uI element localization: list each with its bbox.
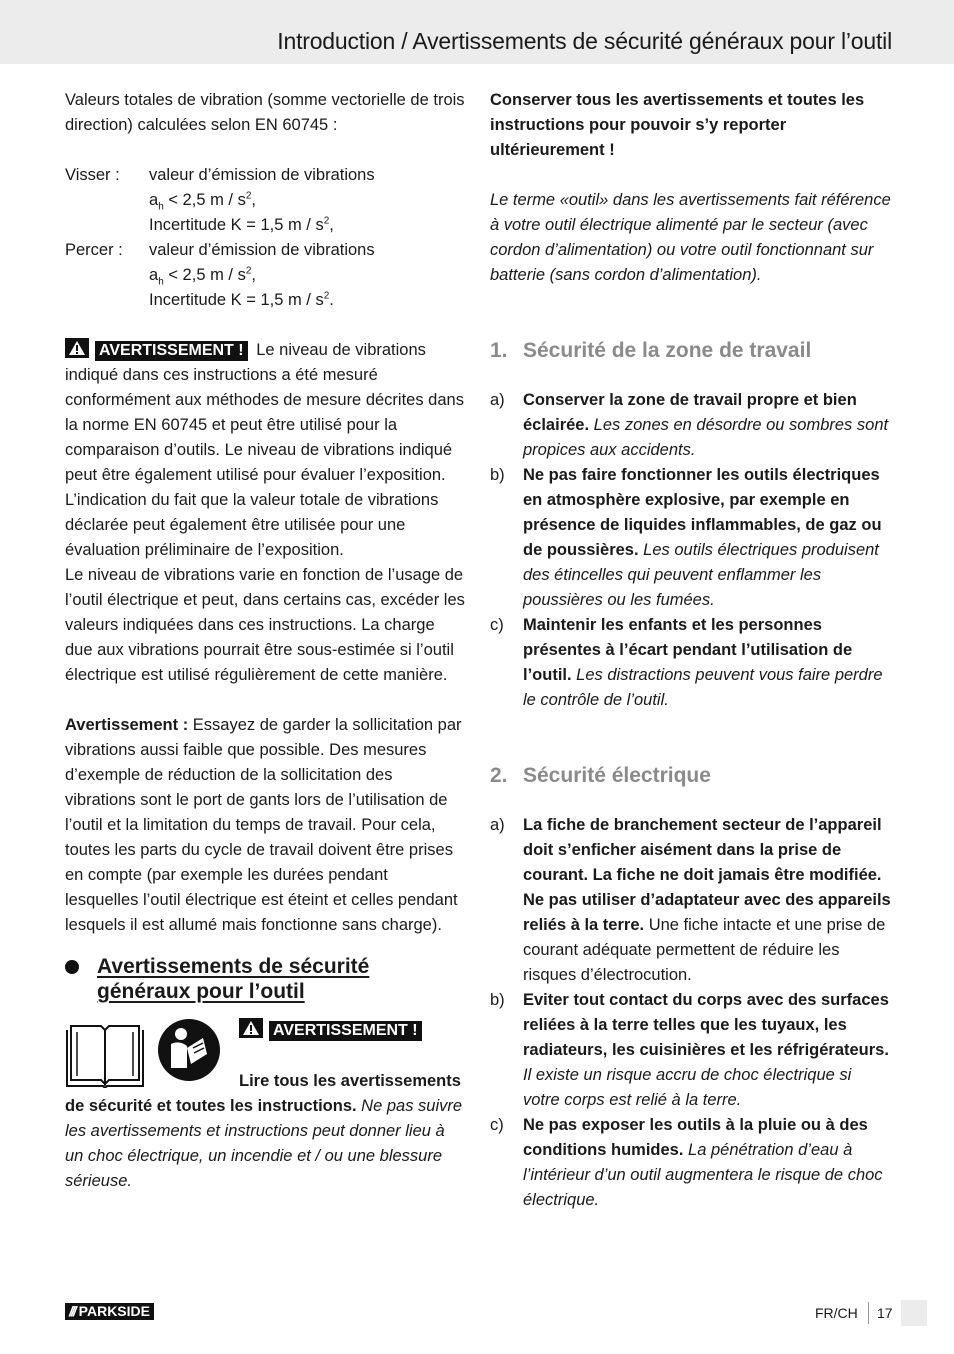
- avertissement-paragraph: [65, 713, 465, 938]
- warning-triangle-icon: [65, 338, 89, 358]
- vibration-block-percer: [65, 238, 465, 313]
- avertissement-label: Avertissement :: [65, 716, 189, 734]
- book-icon: [65, 1022, 145, 1088]
- warning-paragraph: [65, 338, 465, 563]
- vibration-intro: Valeurs totales de vibration (somme vectorielle de trois direction) calculées selon EN 60745 :: [65, 91, 465, 134]
- avertissement-text: Essayez de garder la sollicitation par vibrations aussi faible que possible. Des mesures d’exemple de réduction de la sollicitation des vibrations sont le port de gants lors de l’utilisation de l’outil et la limitation du temps de travail. Pour cela, toutes les parts du cycle de travail doivent être prises en compte (par exemple les durées pendant lesquelles l’outil électrique est éteint et celles pendant lesquels il est allumé mais fonctionne sans charge).: [65, 716, 462, 934]
- warning-badge: AVERTISSEMENT !: [95, 341, 248, 361]
- list-item: c) Ne pas exposer les outils à la pluie ou à des conditions humides. La pénétration d’eau à l’intérieur d’un outil augmentera le risque de choc électrique.: [490, 1116, 883, 1209]
- left-column: [65, 88, 465, 1194]
- warning-text: Le niveau de vibrations indiqué dans ces instructions a été mesuré conformément aux méthodes de mesure décrites dans la norme EN 60745 et peut être utilisé pour la comparaison d’outils. Le niveau de vibrations indiqué peut être également utilisé pour évaluer l’exposition. L’indication du fait que la valeur totale de vibrations déclarée peut également être utilisée pour une évaluation préliminaire de l’exposition.: [65, 341, 464, 559]
- vibration-uncertainty: Incertitude K = 1,5 m / $s^2$.: [149, 290, 334, 309]
- term-definition-text: Le terme «outil» dans les avertissements fait référence à votre outil électrique alimenté par le secteur (avec cordon d’alimentation) ou votre outil fonctionnant sur batterie (sans cordon d’alimentation).: [490, 191, 891, 284]
- page-number: 17: [877, 1305, 893, 1321]
- vibration-label: Visser :: [65, 166, 120, 184]
- section-heading: Avertissements de sécurité généraux pour l’outil: [65, 954, 465, 1004]
- list-item: c) Maintenir les enfants et les personnes présentes à l’écart pendant l’utilisation de l’outil. Les distractions peuvent vous faire perdre le contrôle de l’outil.: [490, 616, 883, 709]
- section-heading-electrical: 2. Sécurité électrique: [490, 764, 711, 787]
- vibration-usage-paragraph: Le niveau de vibrations varie en fonction de l’usage de l’outil électrique et peut, dans certains cas, excéder les valeurs indiquées dans ces instructions. La charge due aux vibrations pourrait être sous-estimée si l’outil électrique est utilisé régulièrement de cette manière.: [65, 566, 465, 684]
- vibration-ah-value: $a_h < 2,5$ m / $s^2$,: [149, 265, 256, 288]
- vibration-ah-value: $a_h < 2,5$ m / $s^2$,: [149, 190, 256, 213]
- warning-triangle-icon: [239, 1018, 263, 1038]
- list-item: a) Conserver la zone de travail propre et bien éclairée. Les zones en désordre ou sombres sont propices aux accidents.: [490, 391, 889, 459]
- country-code: FR/CH: [815, 1305, 858, 1321]
- vibration-emission-text: valeur d’émission de vibrations: [149, 241, 375, 259]
- read-instructions-italic: Ne pas suivre les avertissements et instructions peut donner lieu à un choc électrique, un incendie et / ou une blessure sérieuse.: [65, 1097, 463, 1190]
- section-heading-work-area: 1. Sécurité de la zone de travail: [490, 339, 812, 362]
- footer-divider: [868, 1302, 869, 1324]
- parkside-logo: /// PARKSIDE: [65, 1303, 154, 1320]
- footer-tab: [901, 1300, 927, 1326]
- list-item: b) Eviter tout contact du corps avec des surfaces reliées à la terre telles que les tuyaux, les radiateurs, les cuisinières et les réfrigérateurs. Il existe un risque accru de choc électrique si votre corps est relié à la terre.: [490, 991, 889, 1109]
- vibration-emission-text: valeur d’émission de vibrations: [149, 166, 375, 184]
- keep-instructions-text: Conserver tous les avertissements et toutes les instructions pour pouvoir s’y reporter ultérieurement !: [490, 91, 865, 159]
- warning-badge: AVERTISSEMENT !: [269, 1021, 422, 1041]
- bullet-icon: [65, 960, 79, 974]
- right-column: [490, 88, 892, 1213]
- list-item: a) La fiche de branchement secteur de l’appareil doit s’enficher aisément dans la prise de courant. La fiche ne doit jamais être modifiée. Ne pas utiliser d’adaptateur avec des appareils reliés à la terre. Une fiche intacte et une prise de courant adéquate permettent de réduire les risques d’électrocution.: [490, 816, 891, 984]
- page-title: Introduction / Avertissements de sécurité généraux pour l’outil: [277, 28, 892, 54]
- vibration-label: Percer :: [65, 241, 123, 259]
- read-manual-icon: [157, 1018, 221, 1082]
- warning-icon-box: [65, 1018, 465, 1093]
- read-instructions-bold: Lire tous les avertissements de sécurité et toutes les instructions.: [65, 1072, 461, 1115]
- list-item: b) Ne pas faire fonctionner les outils électriques en atmosphère explosive, par exemple en présence de liquides inflammables, de gaz ou de poussières. Les outils électriques produisent des étincelles qui peuvent enflammer les poussières ou les fumées.: [490, 466, 882, 609]
- warning-side-text: [239, 1018, 469, 1043]
- vibration-block-visser: [65, 163, 465, 238]
- vibration-uncertainty: Incertitude K = 1,5 m / $s^2$,: [149, 215, 334, 234]
